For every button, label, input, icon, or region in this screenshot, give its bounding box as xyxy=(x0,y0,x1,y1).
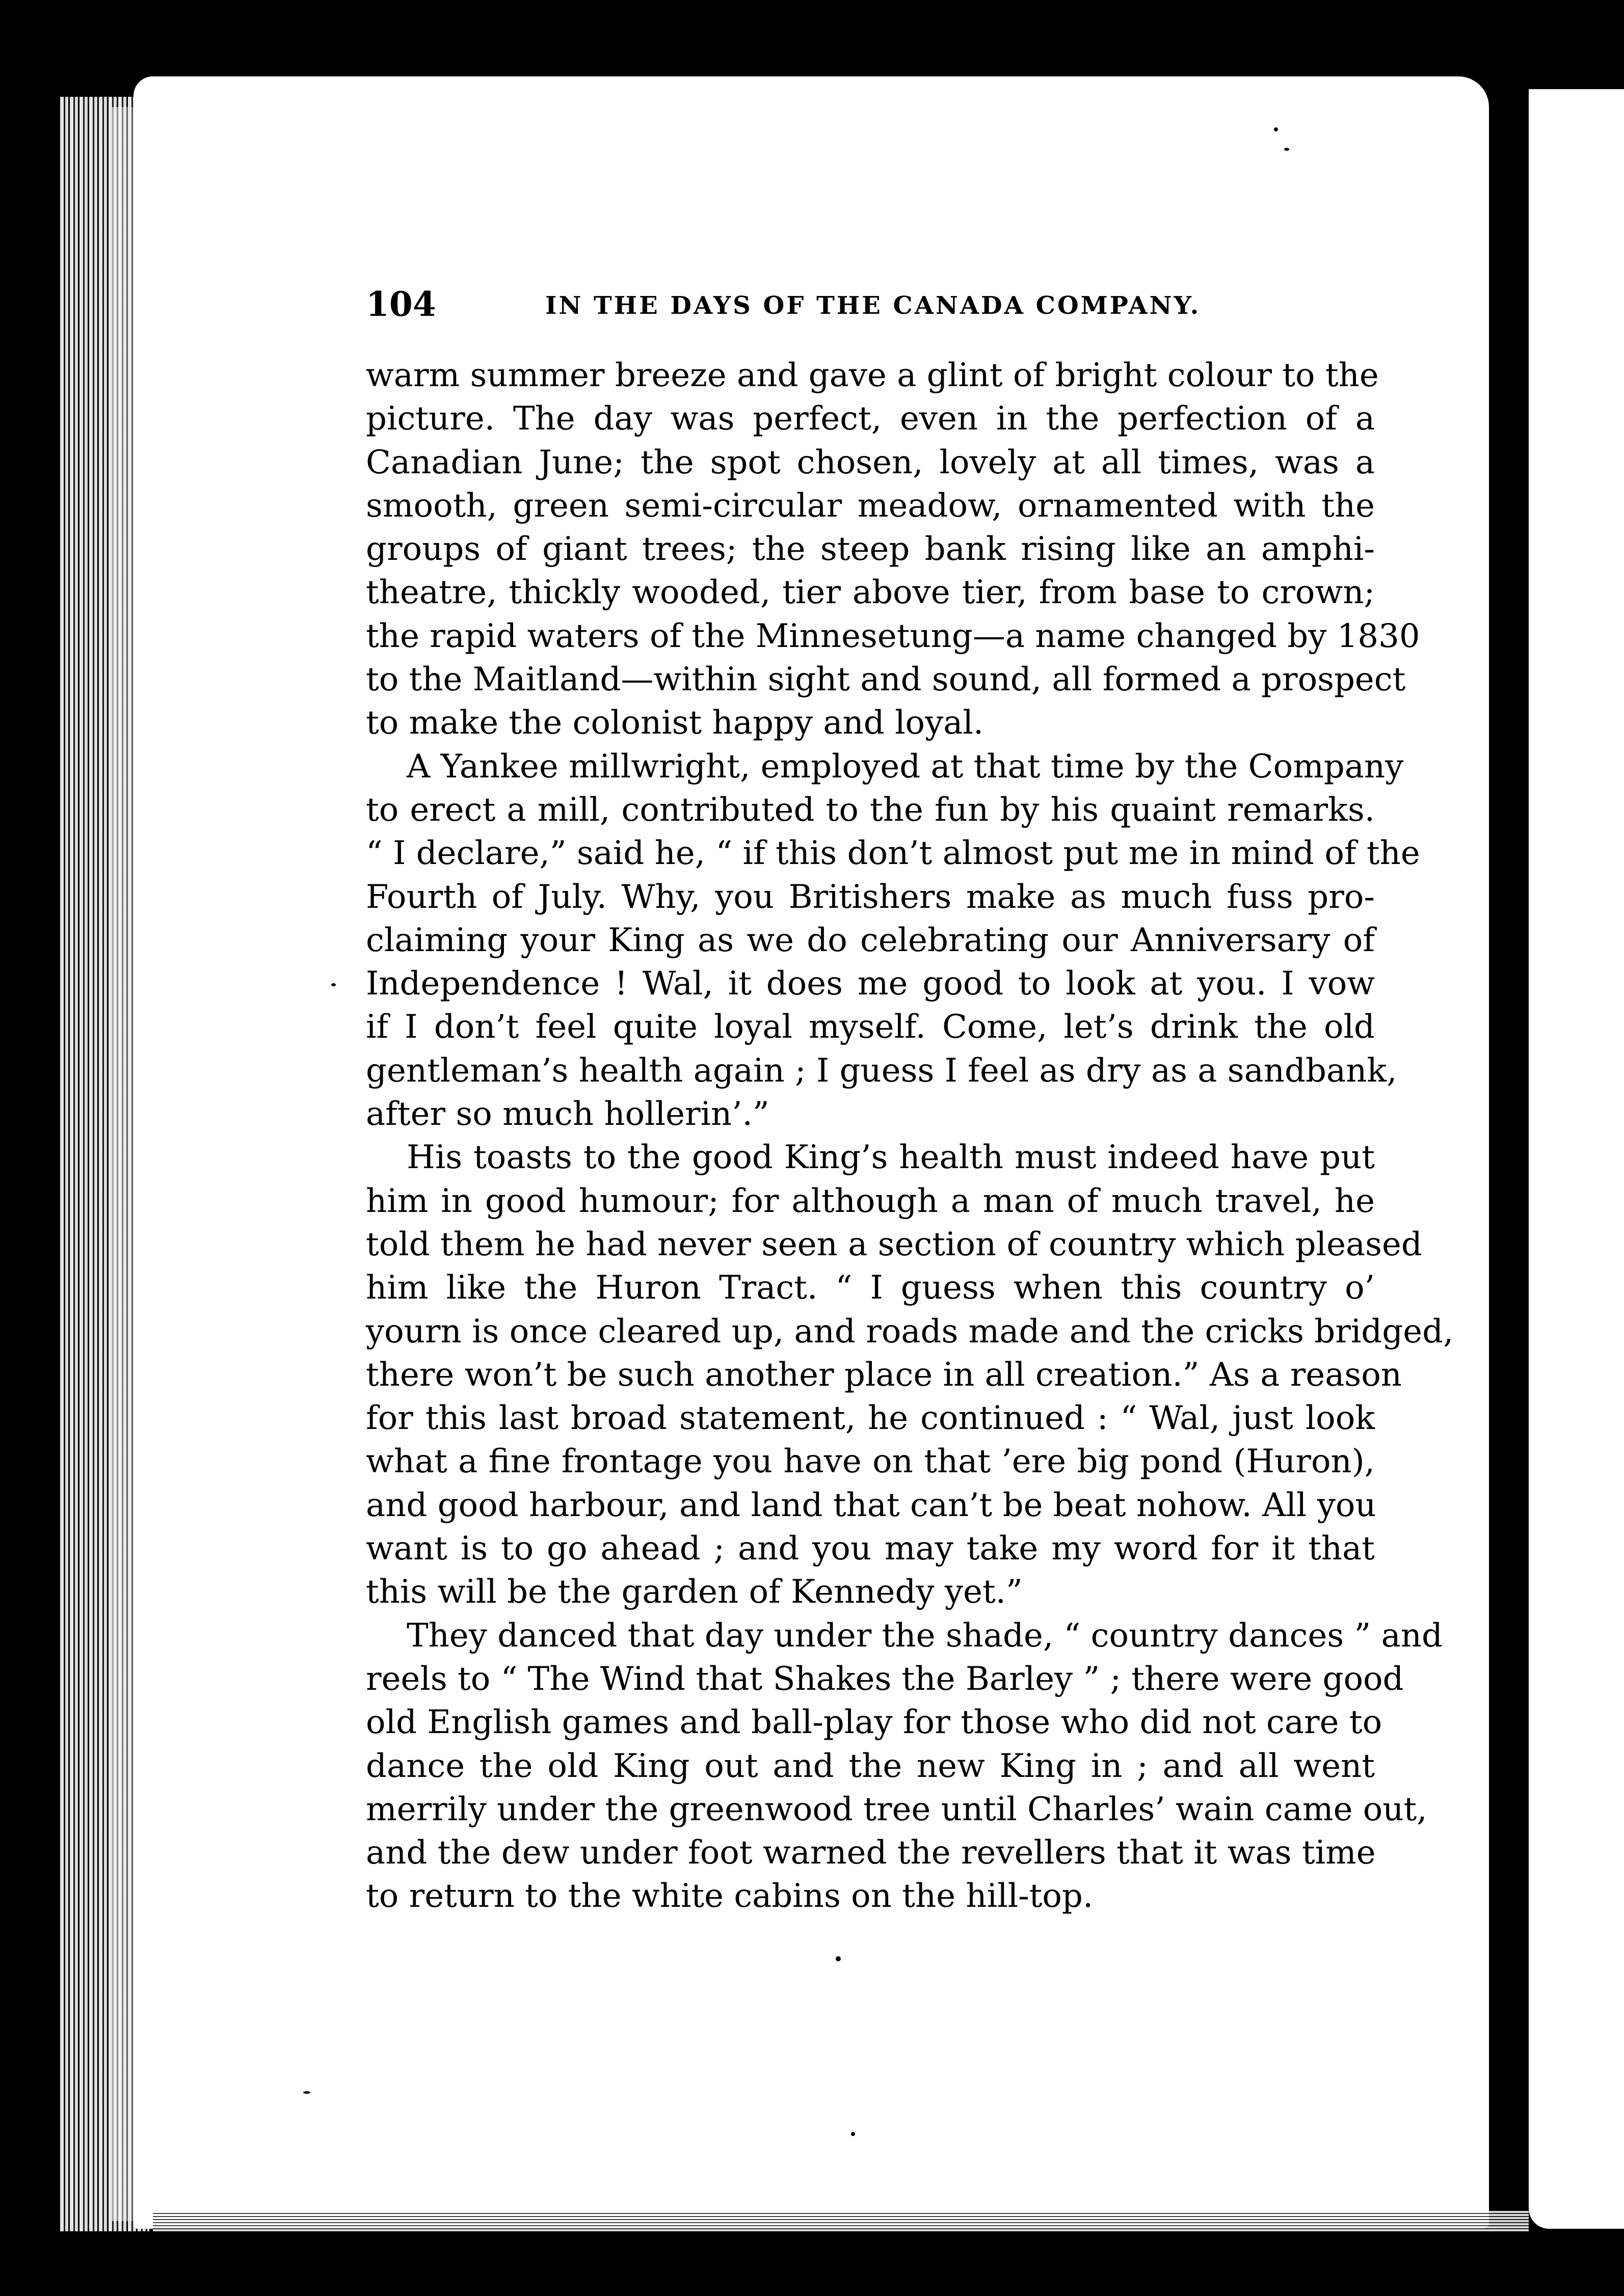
scan-speck xyxy=(836,1956,841,1961)
text-line: old English games and ball-play for those who did not care to xyxy=(366,1704,1382,1742)
text-line: the rapid waters of the Minnesetung—a name changed by 1830 xyxy=(366,617,1420,655)
text-line: him like the Huron Tract. “ I guess when this country o’ xyxy=(366,1269,1375,1307)
text-line: if I don’t feel quite loyal myself. Come, let’s drink the old xyxy=(366,1008,1375,1046)
next-page-edge xyxy=(1529,89,1624,2229)
text-line: picture. The day was perfect, even in the perfection of a xyxy=(366,400,1375,438)
page-bottom-edge xyxy=(153,2211,1529,2231)
text-line: gentleman’s health again ; I guess I feel as dry as a sandbank, xyxy=(366,1051,1397,1090)
text-line: warm summer breeze and gave a glint of bright colour to the xyxy=(366,357,1379,394)
text-line: His toasts to the good King’s health must indeed have put xyxy=(407,1139,1375,1177)
text-line: groups of giant trees; the steep bank rising like an amphi- xyxy=(366,530,1375,569)
text-line: to return to the white cabins on the hill-top. xyxy=(366,1877,1094,1915)
text-line: Canadian June; the spot chosen, lovely at all times, was a xyxy=(366,443,1375,481)
text-line: told them he had never seen a section of country which pleased xyxy=(366,1225,1422,1263)
scan-speck xyxy=(851,2132,855,2136)
text-line: Fourth of July. Why, you Britishers make as much fuss pro- xyxy=(366,878,1375,916)
text-line: and good harbour, and land that can’t be beat nohow. All you xyxy=(366,1486,1376,1524)
scan-speck xyxy=(1284,148,1289,151)
text-line: to the Maitland—within sight and sound, all formed a prospect xyxy=(366,661,1406,699)
text-line: there won’t be such another place in all creation.” As a reason xyxy=(366,1356,1402,1394)
body-text xyxy=(366,354,1454,1919)
text-line: A Yankee millwright, employed at that time by the Company xyxy=(407,747,1404,786)
text-line: reels to “ The Wind that Shakes the Barley ” ; there were good xyxy=(366,1660,1404,1698)
text-line: They danced that day under the shade, “ country dances ” and xyxy=(407,1616,1443,1655)
text-line: to make the colonist happy and loyal. xyxy=(366,704,984,742)
text-line: for this last broad statement, he continued : “ Wal, just look xyxy=(366,1399,1375,1438)
text-line: what a fine frontage you have on that ’ere big pond (Huron), xyxy=(366,1443,1375,1481)
page-number: 104 xyxy=(366,284,436,324)
text-line: after so much hollerin’.” xyxy=(366,1095,769,1133)
text-line: dance the old King out and the new King in ; and all went xyxy=(366,1747,1375,1785)
running-head-title: IN THE DAYS OF THE CANADA COMPANY. xyxy=(545,291,1201,320)
scan-speck xyxy=(331,983,336,986)
text-line: claiming your King as we do celebrating our Anniversary of xyxy=(366,921,1375,959)
running-header xyxy=(366,284,1385,325)
text-line: merrily under the greenwood tree until Charles’ wain came out, xyxy=(366,1790,1427,1828)
text-line: him in good humour; for although a man of much travel, he xyxy=(366,1182,1375,1220)
text-line: “ I declare,” said he, “ if this don’t almost put me in mind of the xyxy=(366,834,1420,873)
scan-speck xyxy=(303,2091,310,2094)
scan-speck xyxy=(1274,127,1278,131)
text-line: yourn is once cleared up, and roads made and the cricks bridged, xyxy=(366,1312,1454,1350)
text-line: smooth, green semi-circular meadow, ornamented with the xyxy=(366,487,1375,525)
text-line: want is to go ahead ; and you may take my word for it that xyxy=(366,1530,1375,1568)
text-line: Independence ! Wal, it does me good to look at you. I vow xyxy=(366,965,1375,1003)
text-line: and the dew under foot warned the revellers that it was time xyxy=(366,1834,1376,1872)
text-line: to erect a mill, contributed to the fun by his quaint remarks. xyxy=(366,791,1375,829)
text-line: theatre, thickly wooded, tier above tier, from base to crown; xyxy=(366,574,1375,612)
text-line: this will be the garden of Kennedy yet.” xyxy=(366,1573,1023,1611)
